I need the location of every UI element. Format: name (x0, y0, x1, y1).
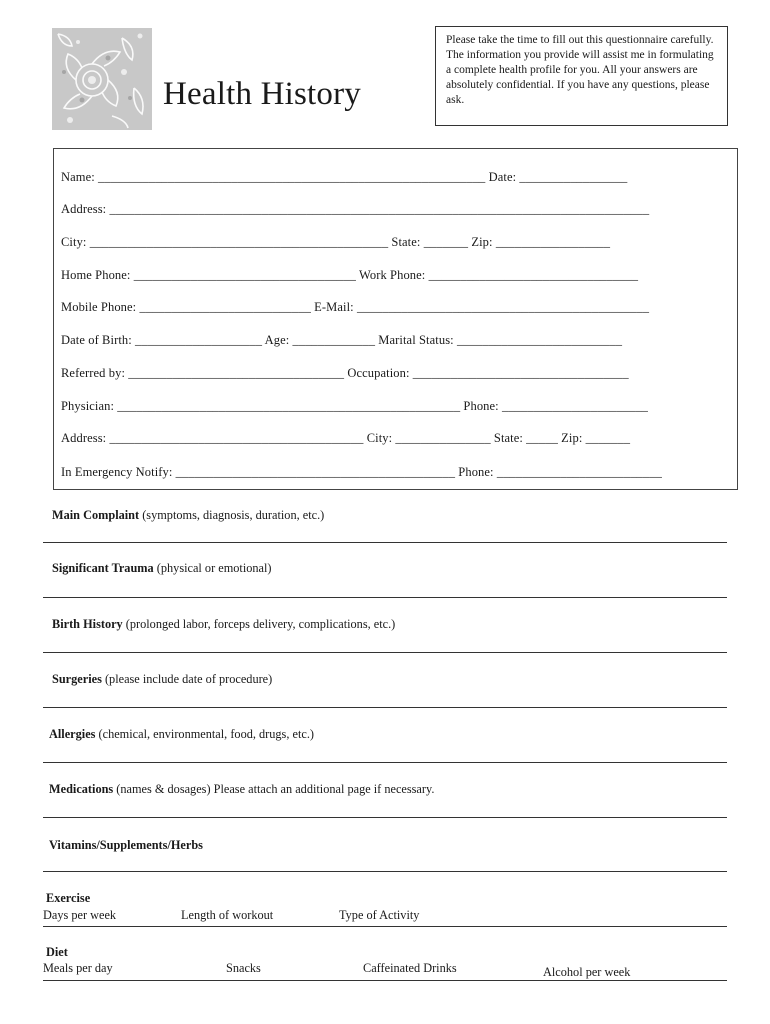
answer-line-trauma[interactable] (43, 597, 727, 598)
exercise-days-per-week-label: Days per week (43, 908, 117, 922)
diet-heading: Diet (46, 945, 68, 959)
answer-line-medications[interactable] (43, 817, 727, 818)
answer-line-exercise[interactable] (43, 926, 727, 927)
answer-line-allergies[interactable] (43, 762, 727, 763)
answer-line-main-complaint[interactable] (43, 542, 727, 543)
form-title: Health History (163, 76, 362, 112)
answer-line-vitamins[interactable] (43, 871, 727, 872)
section-vitamins: Vitamins/Supplements/Herbs (49, 838, 203, 852)
intro-notice: Please take the time to fill out this questionnaire carefully. The information you provide will assist me in formulating a complete health profile for you. All your answers are absolutely confidential. If you have any questions, please ask. (435, 26, 728, 126)
city-state-zip-row[interactable]: City: _______________________________________________ State: _______ Zip: __________________ (61, 235, 611, 249)
section-birth-history: Birth History (prolonged labor, forceps delivery, complications, etc.) (52, 617, 396, 631)
exercise-activity-type-label: Type of Activity (339, 908, 420, 922)
physician-address-row[interactable]: Address: ________________________________________ City: _______________ State: _____ Zip: _______ (61, 431, 631, 445)
answer-line-diet[interactable] (43, 980, 727, 981)
diet-meals-per-day-label: Meals per day (43, 961, 113, 975)
diet-caffeinated-drinks-label: Caffeinated Drinks (363, 961, 457, 975)
floral-logo (52, 28, 152, 130)
referral-occupation-row[interactable]: Referred by: __________________________________ Occupation: __________________________________ (61, 366, 629, 380)
section-surgeries: Surgeries (please include date of procedure) (52, 672, 273, 686)
exercise-length-label: Length of workout (181, 908, 274, 922)
mobile-email-row[interactable]: Mobile Phone: ___________________________ E-Mail: ______________________________________________ (61, 300, 650, 314)
diet-snacks-label: Snacks (226, 961, 261, 975)
emergency-contact-row[interactable]: In Emergency Notify: ____________________________________________ Phone: __________________________ (61, 465, 662, 479)
answer-line-surgeries[interactable] (43, 707, 727, 708)
section-main-complaint: Main Complaint (symptoms, diagnosis, duration, etc.) (52, 508, 325, 522)
phone-row[interactable]: Home Phone: ___________________________________ Work Phone: _________________________________ (61, 268, 639, 282)
physician-row[interactable]: Physician: ______________________________________________________ Phone: _______________________ (61, 399, 649, 413)
exercise-heading: Exercise (46, 891, 91, 905)
birth-age-marital-row[interactable]: Date of Birth: ____________________ Age: _____________ Marital Status: __________________________ (61, 333, 623, 347)
section-allergies: Allergies (chemical, environmental, food, drugs, etc.) (49, 727, 314, 741)
section-medications: Medications (names & dosages) Please attach an additional page if necessary. (49, 782, 435, 796)
diet-alcohol-per-week-label: Alcohol per week (543, 965, 631, 979)
section-significant-trauma: Significant Trauma (physical or emotional) (52, 561, 272, 575)
name-date-row[interactable]: Name: _____________________________________________________________ Date: _________________ (61, 170, 628, 184)
answer-line-birth-history[interactable] (43, 652, 727, 653)
address-row[interactable]: Address: _____________________________________________________________________________________ (61, 202, 650, 216)
